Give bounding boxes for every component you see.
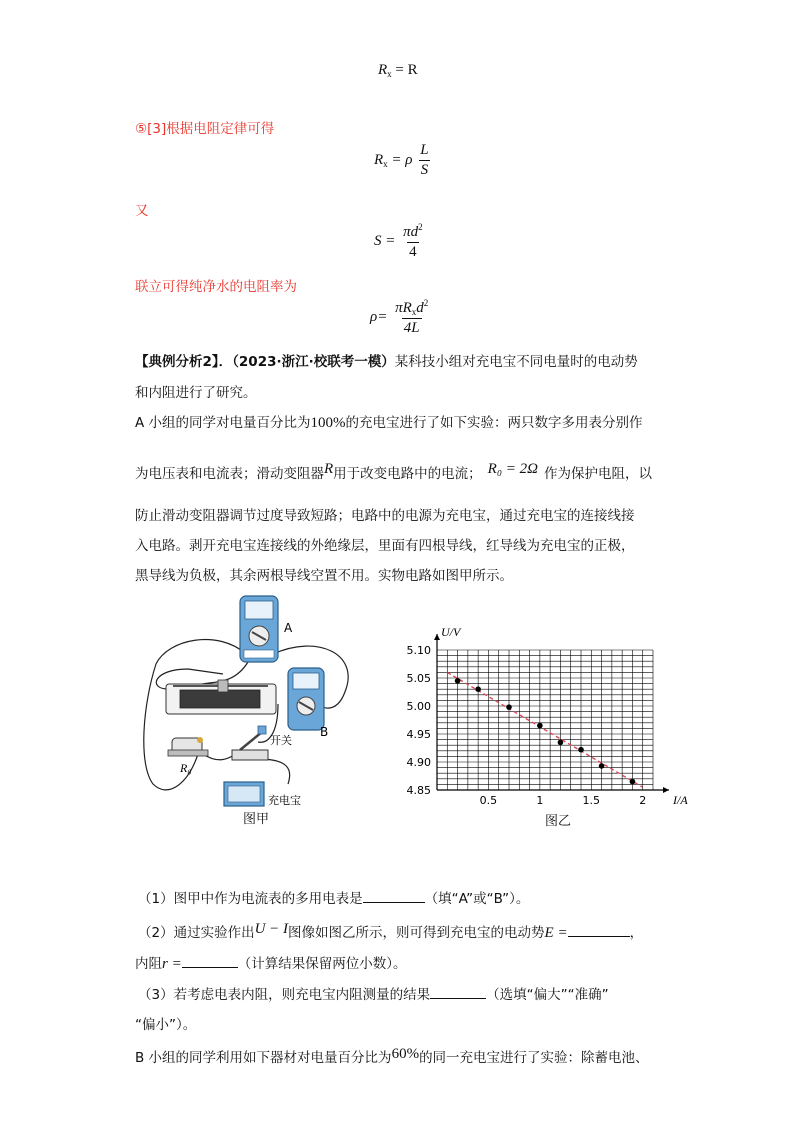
x-axis-label: I/A xyxy=(673,793,688,807)
x-tick-label: 2 xyxy=(639,794,647,807)
power-bank xyxy=(224,782,264,806)
data-point xyxy=(578,747,584,753)
y-tick-label: 5.00 xyxy=(406,700,431,713)
answer-blank-emf[interactable] xyxy=(568,924,630,937)
x-tick-label: 0.5 xyxy=(479,794,498,807)
y-tick-label: 5.05 xyxy=(406,672,431,685)
para-line-1: A 小组的同学对电量百分比为100%的充电宝进行了如下实验：两只数字多用表分别作 xyxy=(135,415,643,431)
para-line-5: 黑导线为负极，其余两根导线空置不用。实物电路如图甲所示。 xyxy=(135,568,513,584)
data-point xyxy=(630,779,636,785)
answer-blank-1[interactable] xyxy=(363,890,425,903)
data-point xyxy=(455,678,461,684)
x-axis-arrow xyxy=(663,787,669,793)
rheostat xyxy=(166,680,276,714)
label-switch: 开关 xyxy=(270,734,292,747)
data-point xyxy=(537,723,543,729)
multimeter-a xyxy=(240,596,278,662)
switch xyxy=(232,726,268,760)
answer-blank-resistance[interactable] xyxy=(182,955,238,968)
example-line-2: 和内阻进行了研究。 xyxy=(135,385,257,401)
data-point xyxy=(558,740,564,746)
resistor-r0 xyxy=(168,737,208,756)
y-axis-arrow xyxy=(434,634,440,640)
para-line-3: 防止滑动变阻器调节过度导致短路；电路中的电源为充电宝，通过充电宝的连接线接 xyxy=(135,508,635,524)
y-tick-label: 4.85 xyxy=(406,784,431,797)
y-tick-label: 5.10 xyxy=(406,644,431,657)
para-line-2: 为电压表和电流表；滑动变阻器R用于改变电路中的电流； R₀ = 2Ω 作为保护电阻，以 xyxy=(135,461,653,482)
combine-text: 联立可得纯净水的电阻率为 xyxy=(135,279,297,295)
u-i-chart xyxy=(395,620,688,810)
equation-resistance-law: $R_x = \rho$ $\frac{L}{S}$ xyxy=(374,142,429,178)
y-tick-label: 4.95 xyxy=(406,728,431,741)
step-5-text: ⑤[3]根据电阻定律可得 xyxy=(135,121,275,137)
question-3-line-2: “偏小”）。 xyxy=(135,1017,197,1033)
label-r0: R₀ xyxy=(180,761,192,775)
question-2: （2）通过实验作出U − I图像如图乙所示，则可得到充电宝的电动势E = ， xyxy=(138,921,644,941)
equation-resistivity: ρ= $\frac{\pi R_xd^2}{4L}$ xyxy=(370,298,429,336)
circuit-diagram xyxy=(128,594,368,830)
example-line-1: 【典例分析2】．（2023·浙江·校联考一模）某科技小组对充电宝不同电量时的电动势 xyxy=(135,354,638,370)
multimeter-b xyxy=(288,668,324,730)
data-point xyxy=(475,686,481,692)
answer-blank-3[interactable] xyxy=(430,986,486,999)
you-text: 又 xyxy=(135,203,149,219)
x-tick-label: 1 xyxy=(536,794,544,807)
data-point xyxy=(599,763,605,769)
last-line: B 小组的同学利用如下器材对电量百分比为60%的同一充电宝进行了实验：除蓄电池、 xyxy=(135,1046,649,1066)
question-2-line-2: 内阻r = （计算结果保留两位小数）。 xyxy=(135,956,407,972)
y-axis-label: U/V xyxy=(441,625,461,639)
data-point xyxy=(506,704,512,710)
question-3: （3）若考虑电表内阻，则充电宝内阻测量的结果 （选填“偏大”“准确” xyxy=(138,987,609,1003)
equation-area: S = $\frac{\pi d^2}{4}$ xyxy=(374,222,423,260)
label-power-bank: 充电宝 xyxy=(268,794,301,807)
figure-a-caption: 图甲 xyxy=(243,812,270,827)
equation-rx-equals-r: $R_x = R$ xyxy=(378,62,418,79)
y-tick-label: 4.90 xyxy=(406,756,431,769)
x-tick-label: 1.5 xyxy=(582,794,601,807)
label-a: A xyxy=(284,621,293,635)
figure-b-caption: 图乙 xyxy=(545,814,572,829)
para-line-4: 入电路。剥开充电宝连接线的外绝缘层，里面有四根导线，红导线为充电宝的正极， xyxy=(135,538,635,554)
question-1: （1）图甲中作为电流表的多用电表是 （填“A”或“B”）。 xyxy=(138,891,530,907)
label-b: B xyxy=(320,725,329,739)
